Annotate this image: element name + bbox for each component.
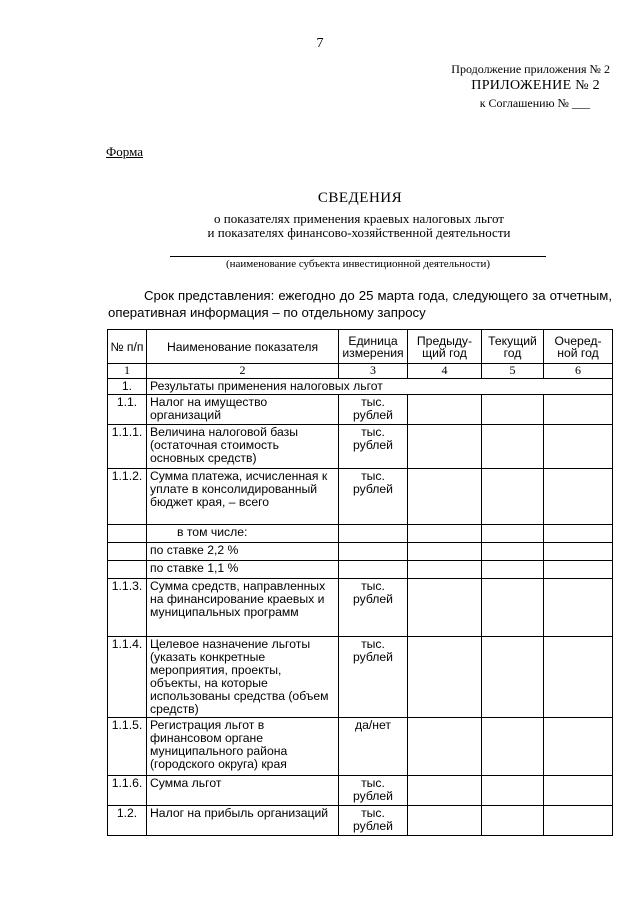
row-unit: тыс. рублей: [339, 776, 408, 806]
row-number: 1.1.5.: [108, 718, 147, 776]
indicators-table: [107, 329, 613, 836]
form-label: Форма: [106, 144, 143, 159]
cell-current-year[interactable]: [482, 637, 544, 718]
cell-next-year[interactable]: [544, 637, 613, 718]
cell-current-year[interactable]: [482, 525, 544, 543]
row-name: Целевое назначение льготы (указать конкретные мероприятия, проекты, объекты, на которые использованы средства (объем средств): [147, 637, 339, 718]
row-number: 1.1.6.: [108, 776, 147, 806]
table-row: [108, 806, 613, 836]
header-num: № п/п: [108, 330, 147, 364]
cell-current-year[interactable]: [482, 776, 544, 806]
row-number: 1.1.3.: [108, 579, 147, 637]
cell-next-year[interactable]: [544, 395, 613, 425]
row-number: 1.1.: [108, 395, 147, 425]
row-unit: тыс. рублей: [339, 395, 408, 425]
row-name: Сумма платежа, исчисленная к уплате в консолидированный бюджет края, – всего: [147, 469, 339, 525]
cell-current-year[interactable]: [482, 425, 544, 469]
page-number: 7: [316, 36, 324, 51]
row-number: 1.1.1.: [108, 425, 147, 469]
cell-prev-year[interactable]: [408, 776, 482, 806]
row-name: по ставке 2,2 %: [147, 543, 339, 561]
row-number: 1.2.: [108, 806, 147, 836]
cell-prev-year[interactable]: [408, 543, 482, 561]
deadline-text: Срок представления: ежегодно до 25 марта года, следующего за отчетным, оперативная информация – по отдельному запросу: [108, 288, 612, 320]
row-name: Налог на прибыль организаций: [147, 806, 339, 836]
row-unit: [339, 561, 408, 579]
index-cell: 4: [408, 364, 482, 379]
row-number: 1.1.4.: [108, 637, 147, 718]
cell-next-year[interactable]: [544, 525, 613, 543]
subtitle-line-1: о показателях применения краевых налоговых льгот: [214, 211, 504, 226]
row-unit: [339, 543, 408, 561]
entity-caption: (наименование субъекта инвестиционной деятельности): [225, 258, 491, 270]
table-row: [108, 395, 613, 425]
cell-next-year[interactable]: [544, 543, 613, 561]
cell-current-year[interactable]: [482, 561, 544, 579]
cell-prev-year[interactable]: [408, 579, 482, 637]
row-name: Регистрация льгот в финансовом органе муниципального района (городского округа) края: [147, 718, 339, 776]
row-number: 1.: [108, 379, 147, 395]
cell-prev-year[interactable]: [408, 637, 482, 718]
cell-next-year[interactable]: [544, 806, 613, 836]
row-name: Сумма льгот: [147, 776, 339, 806]
cell-next-year[interactable]: [544, 469, 613, 525]
table-row: [108, 425, 613, 469]
table-row: [108, 525, 613, 543]
cell-current-year[interactable]: [482, 543, 544, 561]
index-cell: 1: [108, 364, 147, 379]
cell-next-year[interactable]: [544, 579, 613, 637]
cell-prev-year[interactable]: [408, 561, 482, 579]
cell-prev-year[interactable]: [408, 525, 482, 543]
row-unit: тыс. рублей: [339, 637, 408, 718]
cell-current-year[interactable]: [482, 395, 544, 425]
table-row: [108, 637, 613, 718]
table-header-row: [108, 330, 613, 364]
deadline-paragraph: [108, 287, 612, 321]
table-row: [108, 579, 613, 637]
table-row: [108, 469, 613, 525]
cell-next-year[interactable]: [544, 718, 613, 776]
column-index-row: [108, 364, 613, 379]
cell-next-year[interactable]: [544, 776, 613, 806]
row-name: Сумма средств, направленных на финансирование краевых и муниципальных программ: [147, 579, 339, 637]
cell-next-year[interactable]: [544, 425, 613, 469]
document-subtitle: [0, 212, 640, 240]
index-cell: 3: [339, 364, 408, 379]
row-name: в том числе:: [147, 525, 339, 543]
row-unit: тыс. рублей: [339, 469, 408, 525]
table-row: [108, 561, 613, 579]
table-row: [108, 718, 613, 776]
cell-current-year[interactable]: [482, 469, 544, 525]
row-number: [108, 525, 147, 543]
cell-prev-year[interactable]: [408, 395, 482, 425]
row-name: Результаты применения налоговых льгот: [147, 379, 613, 395]
row-unit: тыс. рублей: [339, 806, 408, 836]
row-name: Величина налоговой базы (остаточная стоимость основных средств): [147, 425, 339, 469]
row-name: по ставке 1,1 %: [147, 561, 339, 579]
header-prev-year: Предыду-щий год: [408, 330, 482, 364]
document-title: СВЕДЕНИЯ: [317, 190, 403, 206]
row-number: 1.1.2.: [108, 469, 147, 525]
row-number: [108, 543, 147, 561]
row-unit: да/нет: [339, 718, 408, 776]
row-unit: [339, 525, 408, 543]
cell-next-year[interactable]: [544, 561, 613, 579]
header-unit: Единица измерения: [339, 330, 408, 364]
header-current-year: Текущий год: [482, 330, 544, 364]
row-name: Налог на имущество организаций: [147, 395, 339, 425]
index-cell: 5: [482, 364, 544, 379]
cell-current-year[interactable]: [482, 579, 544, 637]
row-unit: тыс. рублей: [339, 425, 408, 469]
cell-prev-year[interactable]: [408, 425, 482, 469]
cell-prev-year[interactable]: [408, 718, 482, 776]
cell-prev-year[interactable]: [408, 469, 482, 525]
entity-name-line[interactable]: [170, 256, 546, 257]
index-cell: 2: [147, 364, 339, 379]
index-cell: 6: [544, 364, 613, 379]
agreement-reference: к Соглашению № ___: [479, 96, 590, 110]
row-number: [108, 561, 147, 579]
continuation-label: Продолжение приложения № 2: [451, 62, 610, 76]
table-row: [108, 379, 613, 395]
table-row: [108, 543, 613, 561]
cell-current-year[interactable]: [482, 718, 544, 776]
subtitle-line-2: и показателях финансово-хозяйственной деятельности: [207, 225, 511, 240]
header-next-year: Очеред-ной год: [544, 330, 613, 364]
row-unit: тыс. рублей: [339, 579, 408, 637]
header-name: Наименование показателя: [147, 330, 339, 364]
appendix-title: ПРИЛОЖЕНИЕ № 2: [471, 78, 600, 93]
cell-prev-year[interactable]: [408, 806, 482, 836]
table-row: [108, 776, 613, 806]
cell-current-year[interactable]: [482, 806, 544, 836]
